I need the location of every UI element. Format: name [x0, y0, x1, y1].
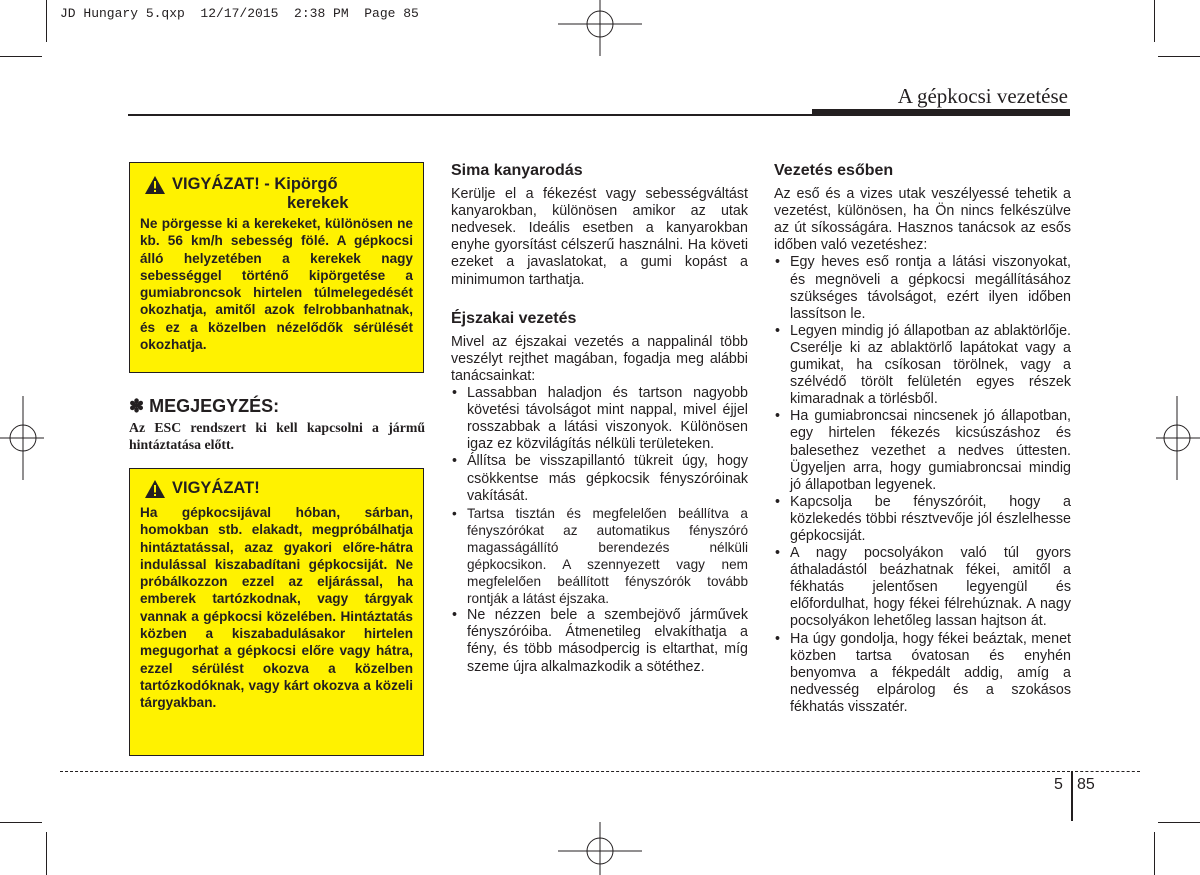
page-number: 85 — [1077, 776, 1095, 793]
warning-title — [140, 175, 413, 213]
list-item: • Ha gumiabroncsai nincsenek jó állapotban, egy hirtelen fékezés kicsúszáshoz és balesethez vezethet a nedves úttesten. Ügyeljen arra, hogy gumiabroncsai mindig jó állapotban legyenek. — [774, 408, 1071, 493]
list-item: • Kapcsolja be fényszóróit, hogy a közlekedés többi résztvevője jól észlelhesse gépkocsiját. — [774, 494, 1071, 545]
warning-body: Ha gépkocsijával hóban, sárban, homokban stb. elakadt, megpróbálhatja hintáztatással, azaz gyakori előre-hátra indulással kiszabadítani gépkocsiját. Ne próbálkozzon ezzel az eljárással, ha emberek tartózkodnak, vagy tárgyak vannak a gépkocsi közelében. Hintáztatás közben a kiszabadulásakor hirtelen megugorhat a gépkocsi előre vagy hátra, ezzel sérülést okozva a közelben tartózkodóknak, vagy kárt okozva a közeli tárgyakban. — [140, 505, 413, 711]
chapter-number: 5 — [1054, 776, 1063, 793]
warning-box-spinning-wheels — [129, 162, 424, 373]
list-item: • A nagy pocsolyákon való túl gyors áthaladástól beázhatnak fékei, amitől a fékhatás jelentősen legyengül és előfordulhat, hogy fékei félrehúznak. A nagy pocsolyákon lehetőleg lassan hajtson át. — [774, 545, 1071, 630]
registration-mark-right — [1156, 396, 1200, 480]
list-item: • Ha úgy gondolja, hogy fékei beáztak, menet közben tartsa óvatosan és enyhén benyomva a fékpedált addig, amíg a nedvesség elpárolog és a szokásos fékhatás visszatér. — [774, 631, 1071, 716]
registration-mark-left — [0, 396, 44, 480]
list-item: • Állítsa be visszapillantó tükreit úgy, hogy csökkentse más gépkocsik fényszóróinak vakítását. — [451, 453, 748, 504]
list-item: • Egy heves eső rontja a látási viszonyokat, és megnöveli a gépkocsi megállításához szükséges távolságot, ezért ilyen időben lassítson le. — [774, 254, 1071, 322]
section-intro-rain-driving: Az eső és a vizes utak veszélyessé tehetik a vezetést, különösen, ha Ön nincs felkészülve az út síkosságára. Hasznos tanácsok az esős időben való vezetéshez: — [774, 186, 1071, 254]
night-driving-tips-list — [451, 385, 748, 676]
warning-triangle-icon — [144, 479, 166, 499]
registration-mark-bottom — [558, 822, 642, 875]
crop-mark-bottom-left-v — [46, 832, 47, 875]
crop-mark-top-left-h — [0, 56, 42, 57]
footer-dashed-rule-right — [1075, 771, 1140, 772]
warning-body: Ne pörgesse ki a kerekeket, különösen ne kb. 56 km/h sebesség fölé. A gépkocsi álló helyzetében a kerekek nagy sebességgel történő kipörgetése a gumiabroncsok hirtelen túlmelegedését okozhatja, amitől azok felrobbanhatnak, és ez a közelben nézelődők sérülését okozhatja. — [140, 216, 413, 353]
warning-title — [140, 479, 413, 499]
registration-mark-top — [558, 0, 642, 56]
warning-title-text — [172, 175, 348, 213]
warning-title-text: VIGYÁZAT! — [172, 479, 260, 497]
crop-mark-bottom-right-v — [1154, 832, 1155, 875]
warning-triangle-icon — [144, 175, 166, 195]
rain-driving-tips-list — [774, 254, 1071, 716]
note-title: ✽ MEGJEGYZÉS: — [129, 396, 280, 416]
section-title-smooth-cornering: Sima kanyarodás — [451, 162, 583, 179]
crop-mark-bottom-right-h — [1158, 822, 1200, 823]
warning-title-line2: kerekek — [287, 194, 349, 212]
list-item: • Lassabban haladjon és tartson nagyobb követési távolságot mint nappal, mivel éjjel rosszabbak a látási viszonyok. Különösen igaz ez közvilágítás nélküli területeken. — [451, 385, 748, 453]
printer-slug: JD Hungary 5.qxp 12/17/2015 2:38 PM Page 85 — [60, 6, 419, 21]
list-item: • Legyen mindig jó állapotban az ablaktörlője. Cserélje ki az ablaktörlő lapátokat vagy a gumikat, ha csíkosan törölnek, vagy a szélvédő törölt felületén egyes részek kimaradnak a törlésből. — [774, 323, 1071, 408]
crop-mark-top-right-h — [1158, 56, 1200, 57]
crop-mark-top-left-v — [46, 0, 47, 42]
note-body: Az ESC rendszert ki kell kapcsolni a jármű hintáztatása előtt. — [129, 420, 425, 453]
section-title-rain-driving: Vezetés esőben — [774, 162, 894, 179]
page-header-title: A gépkocsi vezetése — [897, 84, 1068, 108]
crop-mark-bottom-left-h — [0, 822, 42, 823]
warning-title-line1: VIGYÁZAT! - Kipörgő — [172, 175, 338, 193]
column-night-driving — [451, 162, 748, 676]
list-item: • Ne nézzen bele a szembejövő járművek fényszóróiba. Átmenetileg elvakíthatja a fény, és több másodpercig is eltarthat, míg szeme újra alkalmazkodik a sötéthez. — [451, 607, 748, 675]
section-title-night-driving: Éjszakai vezetés — [451, 309, 577, 327]
crop-mark-top-right-v — [1154, 0, 1155, 42]
footer-dashed-rule-left — [60, 771, 1070, 772]
section-intro-night-driving: Mivel az éjszakai vezetés a nappalinál több veszélyt rejthet magában, fogadja meg alábbi tanácsainkat: — [451, 333, 748, 384]
warning-box-rocking — [129, 468, 424, 756]
list-item: • Tartsa tisztán és megfelelően beállítva a fényszórókat az automatikus fényszóró magasságállító berendezés nélküli gépkocsikon. A szennyezett vagy nem megfelelően beállított fényszórók tovább rontják a látást éjszaka. — [451, 505, 748, 608]
footer-page-divider — [1071, 771, 1073, 821]
header-bar — [812, 109, 1070, 116]
column-rain-driving — [774, 162, 1071, 716]
section-text-smooth-cornering: Kerülje el a fékezést vagy sebességváltást kanyarokban, különösen amikor az utak nedvesek. Ideális esetben a kanyarokban enyhe gyorsítást célszerű használni. Ha követi ezeket a javaslatokat, a gumi kopást a minimumon tarthatja. — [451, 186, 748, 288]
